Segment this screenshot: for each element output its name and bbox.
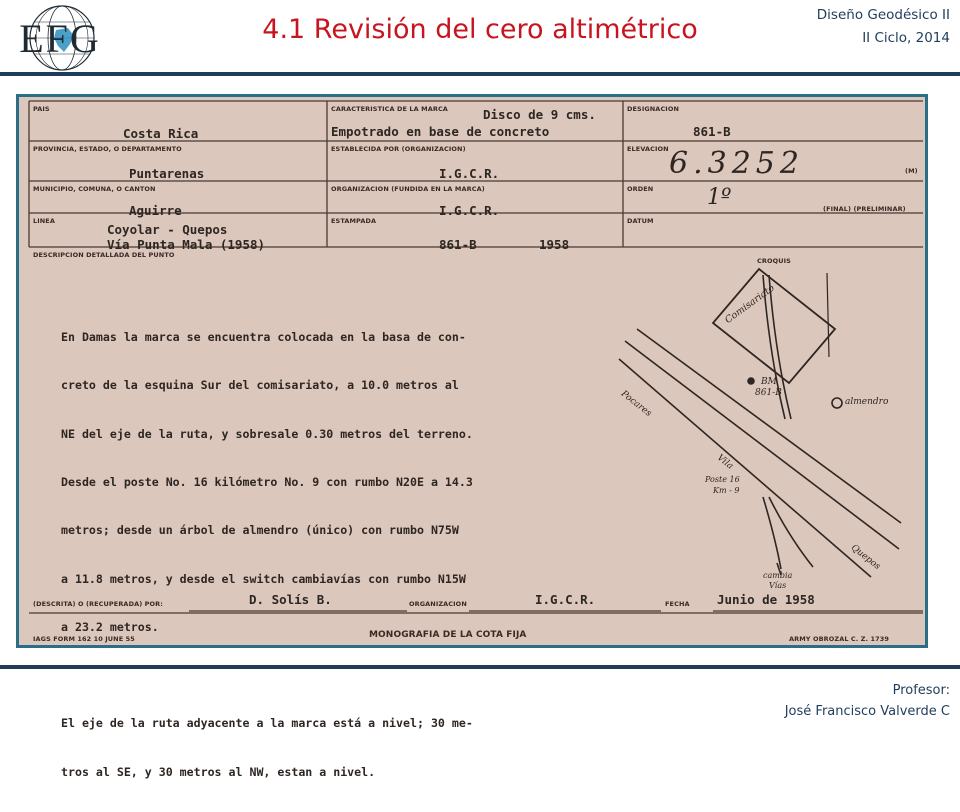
slide-header [0, 0, 960, 80]
value-designacion: 861-B [693, 124, 731, 139]
label-orden: ORDEN [627, 185, 654, 193]
label-datum: DATUM [627, 217, 654, 225]
description-line [61, 667, 473, 683]
value-descrita: D. Solís B. [249, 592, 332, 607]
description-line: a 11.8 metros, y desde el switch cambiavías con rumbo N15W [61, 571, 466, 586]
sketch-vias: Vías [769, 581, 787, 590]
label-organizacion-fundida: ORGANIZACION (FUNDIDA EN LA MARCA) [331, 185, 485, 193]
sketch-comisariato: Comisariato [723, 282, 777, 326]
value-caracteristica-2: Empotrado en base de concreto [331, 124, 550, 139]
sketch-quepos: Quepos [848, 543, 883, 573]
course-name: Diseño Geodésico II [816, 7, 950, 23]
sketch-km: Km - 9 [713, 486, 740, 495]
label-form-title: MONOGRAFIA DE LA COTA FIJA [369, 630, 527, 640]
professor-name: José Francisco Valverde C [784, 704, 950, 719]
value-establecida: I.G.C.R. [439, 166, 500, 181]
label-fecha: FECHA [665, 600, 690, 608]
point-description [61, 297, 473, 812]
sketch-bm-id: 861-B [755, 388, 782, 398]
label-elevacion: ELEVACION [627, 145, 669, 153]
label-descrita: (DESCRITA) O (RECUPERADA) POR: [33, 600, 163, 608]
label-provincia: PROVINCIA, ESTADO, O DEPARTAMENTO [33, 145, 182, 153]
label-printer: ARMY OBROZAL C. Z. 1739 [789, 635, 889, 643]
sketch-bm: BM [761, 377, 777, 387]
course-info [817, 4, 950, 50]
croquis-sketch [619, 269, 901, 577]
value-provincia: Puntarenas [129, 166, 205, 181]
description-line: creto de la esquina Sur del comisariato, a 10.0 metros al [61, 378, 459, 393]
header-rule [0, 72, 960, 76]
sketch-cambia: cambia [763, 571, 793, 580]
course-term: II Ciclo, 2014 [862, 30, 950, 46]
label-caracteristica: CARACTERISTICA DE LA MARCA [331, 105, 448, 113]
sketch-pocares: Pocares [618, 389, 654, 419]
description-line: En Damas la marca se encuentra colocada en la basa de con- [61, 330, 466, 345]
value-fecha: Junio de 1958 [717, 592, 815, 607]
professor-label: Profesor: [892, 683, 950, 698]
label-pais: PAIS [33, 105, 50, 113]
value-linea-2: Vía Punta Mala (1958) [107, 237, 266, 252]
description-line: a 23.2 metros. [61, 619, 159, 634]
value-linea-1: Coyolar - Quepos [107, 222, 228, 237]
svg-text:EFG: EFG [19, 16, 101, 61]
footer-rule [0, 665, 960, 669]
description-line: Desde el poste No. 16 kilómetro No. 9 con rumbo N20E a 14.3 [61, 475, 473, 490]
value-estampada-1: 861-B [439, 237, 477, 252]
label-estampada: ESTAMPADA [331, 217, 377, 225]
slide-title: 4.1 Revisión del cero altimétrico [262, 14, 698, 45]
description-line: El eje de la ruta adyacente a la marca está a nivel; 30 me- [61, 716, 473, 731]
value-orden: 1º [707, 185, 732, 210]
value-elevacion: 6.3252 [669, 146, 804, 181]
sketch-poste: Poste 16 [705, 475, 740, 484]
value-organizacion-fundida: I.G.C.R. [439, 203, 500, 218]
label-organizacion: ORGANIZACION [409, 600, 467, 608]
value-estampada-2: 1958 [539, 237, 570, 252]
value-pais: Costa Rica [123, 126, 199, 141]
footer-info [785, 680, 950, 722]
sketch-vila: Vila [714, 453, 735, 472]
label-m-unit: (M) [905, 167, 918, 175]
label-form-id: IAGS FORM 162 10 JUNE 55 [33, 635, 135, 643]
label-municipio: MUNICIPIO, COMUNA, O CANTON [33, 185, 156, 193]
sketch-almendro: almendro [845, 397, 889, 407]
label-designacion: DESIGNACION [627, 105, 679, 113]
value-organizacion: I.G.C.R. [535, 592, 596, 607]
label-establecida: ESTABLECIDA POR (ORGANIZACION) [331, 145, 466, 153]
value-municipio: Aguirre [129, 203, 182, 218]
description-line: NE del eje de la ruta, y sobresale 0.30 metros del terreno. [61, 426, 473, 441]
label-descripcion: DESCRIPCION DETALLADA DEL PUNTO [33, 251, 175, 259]
label-final-preliminar: (FINAL) (PRELIMINAR) [823, 205, 906, 213]
label-croquis: CROQUIS [757, 257, 791, 265]
label-linea: LINEA [33, 217, 55, 225]
description-line: metros; desde un árbol de almendro (único) con rumbo N75W [61, 523, 459, 538]
description-line: tros al SE, y 30 metros al NW, estan a nivel. [61, 764, 376, 779]
value-caracteristica-1: Disco de 9 cms. [483, 107, 596, 122]
